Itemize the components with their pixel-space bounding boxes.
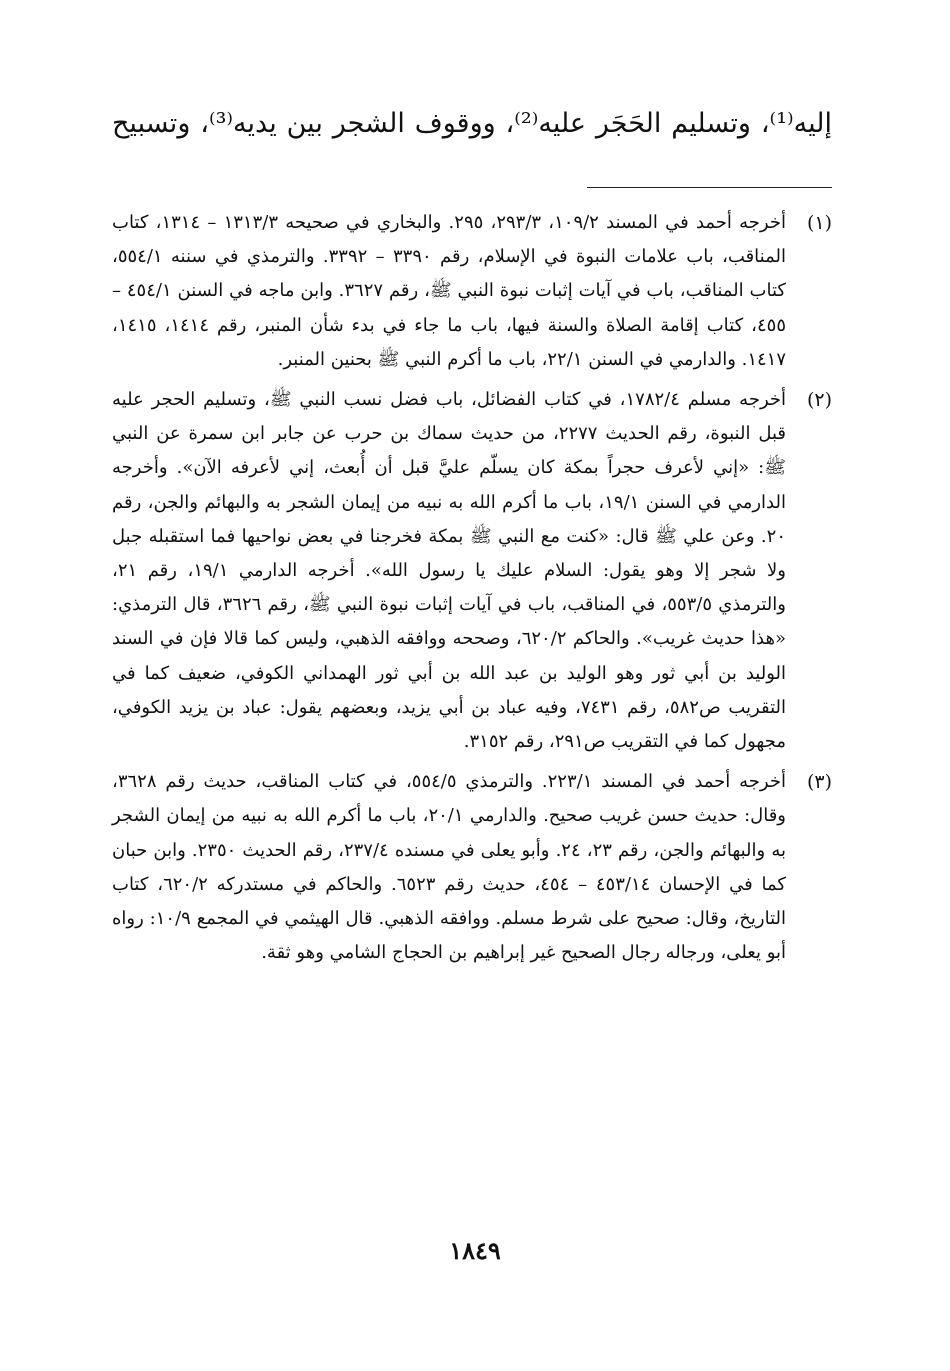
main-text-line: إليه⁽¹⁾، وتسليم الحَجَر عليه⁽²⁾، ووقوف الشجر بين يديه⁽³⁾، وتسبيح bbox=[112, 108, 832, 139]
page-number: ١٨٤٩ bbox=[449, 1236, 501, 1265]
footnote-number: (٢) bbox=[806, 389, 832, 412]
footnote-text: أخرجه أحمد في المسند ١٠٩/٢، ٢٩٣/٣، ٢٩٥. والبخاري في صحيحه ١٣١٣/٣ – ١٣١٤، كتاب المناقب، باب علامات النبوة في الإسلام، رقم ٣٣٩٠ – ٣٣٩٢. والترمذي في سننه ٥٥٤/١، كتاب المناقب، باب في آيات إثبات نبوة النبي ﷺ، رقم ٣٦٢٧. وابن ماجه في السنن ٤٥٤/١ – ٤٥٥، كتاب إقامة الصلاة والسنة فيها، باب ما جاء في بدء شأن المنبر، رقم ١٤١٤، ١٤١٥، ١٤١٧. والدارمي في السنن ٢٢/١، باب ما أكرم النبي ﷺ بحنين المنبر. bbox=[112, 212, 786, 370]
footnote-3 bbox=[112, 765, 832, 970]
footnote-number: (١) bbox=[806, 212, 832, 234]
footnote-1 bbox=[112, 206, 832, 377]
footnote-number: (٣) bbox=[806, 771, 832, 794]
footnote-text: أخرجه مسلم ١٧٨٢/٤، في كتاب الفضائل، باب فضل نسب النبي ﷺ، وتسليم الحجر عليه قبل النبوة، رقم الحديث ٢٢٧٧، من حديث سماك بن حرب عن جابر ابن سمرة عن النبي ﷺ: «إني لأعرف حجراً بمكة كان يسلّم عليَّ قبل أن أُبعث، إني لأعرفه الآن». وأخرجه الدارمي في السنن ١٩/١، باب ما أكرم الله به نبيه من إيمان الشجر به والبهائم والجن، رقم ٢٠. وعن علي ﷺ قال: «كنت مع النبي ﷺ بمكة فخرجنا في بعض نواحيها فما استقبله جبل ولا شجر إلا وهو يقول: السلام عليك يا رسول الله». أخرجه الدارمي ١٩/١، رقم ٢١، والترمذي ٥٥٣/٥، في المناقب، باب في آيات إثبات نبوة النبي ﷺ، رقم ٣٦٢٦، قال الترمذي: «هذا حديث غريب». والحاكم ٦٢٠/٢، وصححه ووافقه الذهبي، وليس كما قالا فإن في السند الوليد بن أبي ثور وهو الوليد بن عبد الله بن أبي ثور الهمداني الكوفي، ضعيف كما في التقريب ص٥٨٢، رقم ٧٤٣١، وفيه عباد بن أبي يزيد، وبعضهم يقول: عباد بن يزيد الكوفي، مجهول كما في التقريب ص٢٩١، رقم ٣١٥٢. bbox=[112, 389, 787, 753]
footnote-2 bbox=[112, 383, 832, 759]
footnote-text: أخرجه أحمد في المسند ٢٢٣/١. والترمذي ٥٥٤/٥، في كتاب المناقب، حديث رقم ٣٦٢٨، وقال: حديث حسن غريب صحيح. والدارمي ٢٠/١، باب ما أكرم الله به نبيه من إيمان الشجر به والبهائم والجن، رقم ٢٣، ٢٤. وأبو يعلى في مسنده ٢٣٧/٤، رقم الحديث ٢٣٥٠. وابن حبان كما في الإحسان ٤٥٣/١٤ – ٤٥٤، حديث رقم ٦٥٢٣. والحاكم في مستدركه ٦٢٠/٢، كتاب التاريخ، وقال: صحيح على شرط مسلم. ووافقه الذهبي. قال الهيثمي في المجمع ١٠/٩: رواه أبو يعلى، ورجاله رجال الصحيح غير إبراهيم بن الحجاج الشامي وهو ثقة. bbox=[112, 771, 787, 964]
footnotes-section bbox=[112, 206, 832, 976]
footnote-separator bbox=[587, 187, 832, 188]
